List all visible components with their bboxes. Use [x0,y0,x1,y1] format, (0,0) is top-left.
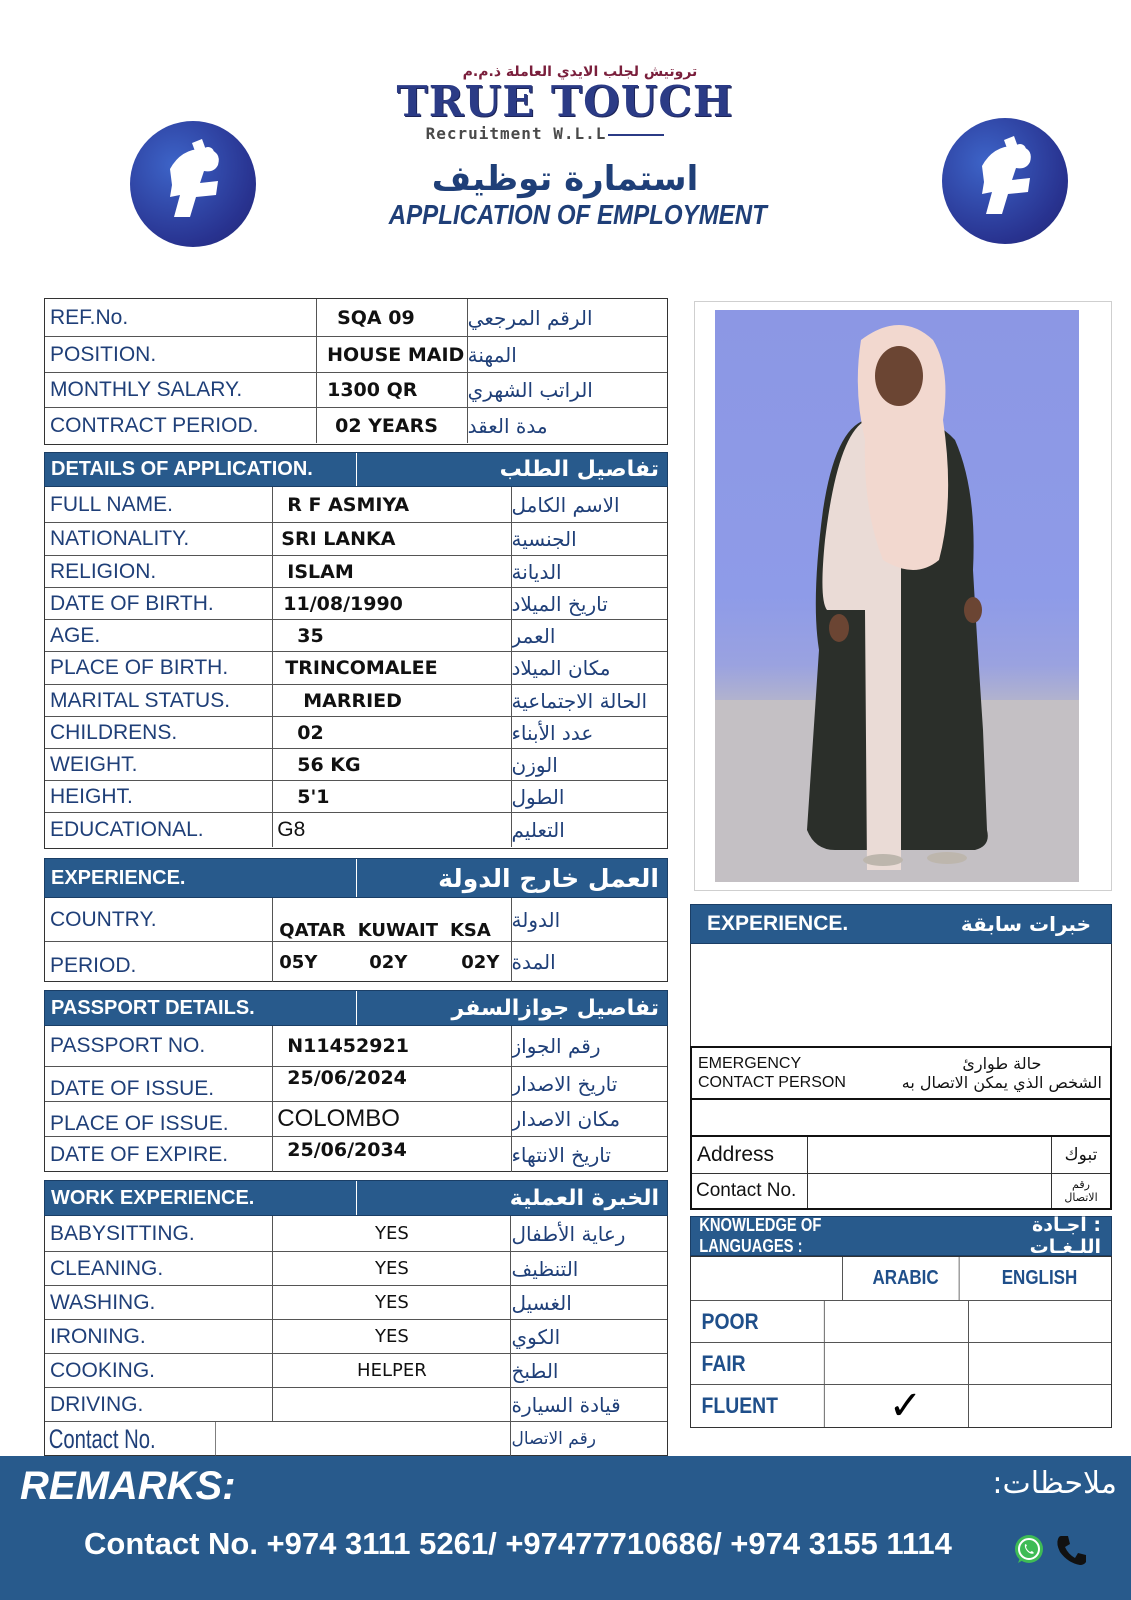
contact-arabic-line2: الاتصال [1064,1191,1098,1204]
emergency-label-line2: CONTACT PERSON [698,1074,846,1091]
field-arabic: قيادة السيارة [511,1392,621,1417]
field-label: WEIGHT. [45,749,273,780]
applicant-photo-frame [694,301,1112,891]
field-arabic: تاريخ الاصدار [511,1072,618,1096]
level-poor: POOR [691,1301,825,1342]
salary-label: MONTHLY SALARY. [45,373,317,407]
table-row [45,1026,667,1067]
table-row [45,487,667,523]
field-value: 5'1 [273,781,511,812]
period-3: 02Y [461,951,500,973]
top-info-table [44,298,668,445]
arabic-poor-cell[interactable] [843,1301,969,1342]
field-label: MARITAL STATUS. [45,685,273,716]
level-fluent: FLUENT [691,1385,825,1427]
field-value: 35 [273,620,511,651]
handshake-logo-icon [942,118,1068,244]
field-label: PASSPORT NO. [45,1026,273,1066]
footer-contact-numbers: Contact No. +974 3111 5261/ +97477710686/ +974 3155 1114 [84,1526,952,1561]
right-experience-header-bar [690,904,1112,944]
field-label: CHILDRENS. [45,717,273,748]
table-row [45,620,667,652]
english-fair-cell[interactable] [969,1343,1110,1384]
table-row [45,749,667,781]
address-arabic: تبوك [1064,1145,1098,1165]
contact-arabic-line1: رقم [1072,1178,1090,1191]
field-label: PLACE OF ISSUE. [45,1102,273,1136]
footer-remarks [0,1456,1131,1600]
table-row [45,1216,667,1252]
handshake-logo-icon [130,121,256,247]
passport-header-bar [44,990,668,1026]
field-label: DRIVING. [45,1388,273,1421]
field-value: YES [273,1286,511,1319]
field-label: PLACE OF BIRTH. [45,652,273,684]
field-label: DATE OF ISSUE. [45,1067,273,1101]
table-row [45,556,667,588]
remarks-label: REMARKS: [20,1464,236,1508]
emergency-arabic-line1: حالة طوارئ [962,1054,1042,1073]
field-arabic: العمر [511,623,556,648]
passport-number: N11452921 [273,1026,511,1066]
emergency-header-row [692,1048,1110,1100]
field-label: BABYSITTING. [45,1216,273,1251]
country-1: QATAR [279,920,346,941]
details-header-bar [44,452,668,487]
languages-corner [691,1257,843,1300]
whatsapp-icon[interactable] [1012,1533,1046,1567]
field-value: TRINCOMALEE [273,652,511,684]
field-label: Contact No. [45,1422,216,1456]
field-value [273,1388,511,1421]
field-arabic: الديانة [511,559,562,584]
table-row [45,588,667,620]
field-value: R F ASMIYA [273,487,511,522]
contract-arabic: مدة العقد [467,413,548,438]
ref-label: REF.No. [45,299,317,336]
field-arabic: مكان الميلاد [511,656,611,680]
work-header-en: WORK EXPERIENCE. [45,1181,357,1215]
table-row [45,652,667,685]
brand-underline [608,134,664,136]
emergency-name-row [692,1100,1110,1137]
position-value: HOUSE MAID [317,337,468,372]
right-experience-header-ar: خبرات سابقة [960,912,1091,936]
emergency-label [692,1054,846,1092]
field-label: DATE OF EXPIRE. [45,1137,273,1172]
work-experience-table [44,1216,668,1456]
field-label: WASHING. [45,1286,273,1319]
experience-header-en: EXPERIENCE. [45,859,357,897]
contact-label: Contact No. [692,1174,808,1208]
field-arabic: مكان الاصدار [511,1107,621,1131]
address-label: Address [692,1137,808,1173]
phone-icon[interactable] [1054,1532,1090,1568]
field-arabic: رعاية الأطفال [511,1221,626,1246]
period-values [273,942,511,982]
table-row [45,685,667,717]
brand-header [360,64,770,231]
arabic-fair-cell[interactable] [843,1343,969,1384]
emergency-arabic-line2: الشخص الذي يمكن الاتصال به [901,1073,1102,1092]
english-poor-cell[interactable] [969,1301,1110,1342]
field-arabic: التعليم [511,818,565,842]
brand-subtitle-text: Recruitment W.L.L [425,124,607,143]
passport-table [44,1026,668,1172]
remarks-arabic: ملاحظات: [992,1466,1117,1501]
table-row [45,1354,667,1388]
field-value: YES [273,1252,511,1285]
table-row [45,717,667,749]
right-experience-box [690,944,1112,1047]
field-arabic: الطبخ [511,1358,559,1383]
passport-header-ar: تفاصيل جوازالسفر [451,995,659,1021]
field-label: FULL NAME. [45,487,273,522]
experience-abroad-table [44,898,668,982]
languages-header-en: KNOWLEDGE OF LANGUAGES : [699,1215,822,1256]
field-value: 56 KG [273,749,511,780]
company-logo-left [130,121,256,247]
period-arabic: المدة [511,950,556,974]
period-label: PERIOD. [45,942,273,982]
col-english: ENGLISH [1001,1267,1078,1289]
position-arabic: المهنة [467,342,517,367]
languages-header-ar: : اجـادة اللـغـات [1029,1214,1101,1258]
contract-value: 02 YEARS [317,408,468,443]
field-value: MARRIED [273,685,511,716]
brand-subtitle [320,124,770,143]
field-arabic: التنظيف [511,1256,579,1281]
salary-arabic: الراتب الشهري [467,378,593,402]
right-experience-header-en: EXPERIENCE. [707,912,849,935]
field-arabic: تاريخ الميلاد [511,591,608,616]
field-value: 11/08/1990 [273,588,511,619]
period-row [45,942,667,982]
table-row [45,813,667,847]
field-arabic: الجنسية [511,527,577,551]
field-label: IRONING. [45,1320,273,1353]
work-header-ar: الخبرة العملية [509,1185,659,1211]
contract-label: CONTRACT PERIOD. [45,408,317,443]
address-row [692,1137,1110,1174]
languages-table [690,1256,1112,1428]
field-value [273,1422,511,1456]
col-arabic: ARABIC [852,1257,959,1300]
languages-header-bar [690,1216,1112,1256]
brand-arabic-name: تروتيش لجلب الايدي العاملة ذ.م.م [462,64,698,80]
field-value: 25/06/2034 [273,1137,511,1172]
field-label: HEIGHT. [45,781,273,812]
field-arabic: الغسيل [511,1290,572,1315]
field-value: SRI LANKA [273,523,511,555]
table-row [45,1252,667,1286]
field-value: HELPER [273,1354,511,1387]
field-arabic: عدد الأبناء [511,720,594,745]
field-label: DATE OF BIRTH. [45,588,273,619]
field-arabic: رقم الجواز [511,1034,601,1058]
table-row [45,523,667,556]
field-arabic: الوزن [511,752,558,777]
ref-row [45,299,667,337]
field-value: 02 [273,717,511,748]
salary-value: 1300 QR [317,373,468,407]
details-table [44,487,668,849]
table-row [45,1137,667,1172]
arabic-fluent-check-icon[interactable]: ✓ [843,1385,969,1427]
field-arabic: الاسم الكامل [511,492,620,517]
country-values [273,898,511,941]
language-row-fair [691,1343,1111,1385]
table-row [45,1388,667,1422]
emergency-contact-table [690,1046,1112,1210]
table-row [45,1067,667,1102]
field-label: CLEANING. [45,1252,273,1285]
country-label: COUNTRY. [45,898,273,941]
field-label: AGE. [45,620,273,651]
details-header-en: DETAILS OF APPLICATION. [45,453,357,486]
ref-value: SQA 09 [317,299,468,336]
contract-row [45,408,667,443]
form-title-english: APPLICATION OF EMPLOYMENT [388,199,767,230]
applicant-photo [715,310,1079,882]
applicant-figure-icon [715,310,1079,882]
field-arabic: الحالة الاجتماعية [511,688,648,713]
country-2: KUWAIT [357,920,438,941]
field-arabic: رقم الاتصال [511,1429,596,1449]
table-row [45,1422,667,1456]
experience-header-ar: العمل خارج الدولة [438,863,659,893]
field-arabic: تاريخ الانتهاء [511,1142,611,1167]
contact-value[interactable] [808,1174,1052,1208]
ref-arabic: الرقم المرجعي [467,305,593,330]
country-3: KSA [449,920,491,941]
period-1: 05Y [279,951,318,973]
field-arabic: الكوي [511,1324,561,1349]
details-header-ar: تفاصيل الطلب [499,457,659,482]
language-row-fluent [691,1385,1111,1427]
address-value[interactable] [808,1137,1052,1173]
country-row [45,898,667,942]
field-value: G8 [273,813,511,847]
experience-header-bar [44,858,668,898]
form-title-arabic: استمارة توظيف [431,159,699,199]
field-value: COLOMBO [273,1102,511,1136]
field-value: ISLAM [273,556,511,587]
field-value: YES [273,1320,511,1353]
company-logo-right [942,118,1068,244]
language-row-poor [691,1301,1111,1343]
passport-header-en: PASSPORT DETAILS. [45,991,357,1025]
field-label: NATIONALITY. [45,523,273,555]
country-arabic: الدولة [511,907,561,932]
languages-head-row [691,1257,1111,1301]
english-fluent-cell[interactable] [969,1385,1110,1427]
field-label: EDUCATIONAL. [45,813,273,847]
table-row [45,1320,667,1354]
salary-row [45,373,667,408]
field-label: COOKING. [45,1354,273,1387]
field-value: 25/06/2024 [273,1067,511,1101]
work-header-bar [44,1180,668,1216]
brand-title: TRUE TOUCH [396,77,734,126]
emergency-label-line1: EMERGENCY [698,1055,802,1072]
level-fair: FAIR [691,1343,825,1384]
table-row [45,1286,667,1320]
contact-row [692,1174,1110,1208]
contact-arabic [1052,1174,1110,1208]
position-label: POSITION. [45,337,317,372]
field-arabic: الطول [511,784,565,809]
field-label: RELIGION. [45,556,273,587]
position-row [45,337,667,373]
period-2: 02Y [369,951,408,973]
emergency-arabic [902,1054,1110,1092]
table-row [45,781,667,813]
field-value: YES [273,1216,511,1251]
table-row [45,1102,667,1137]
